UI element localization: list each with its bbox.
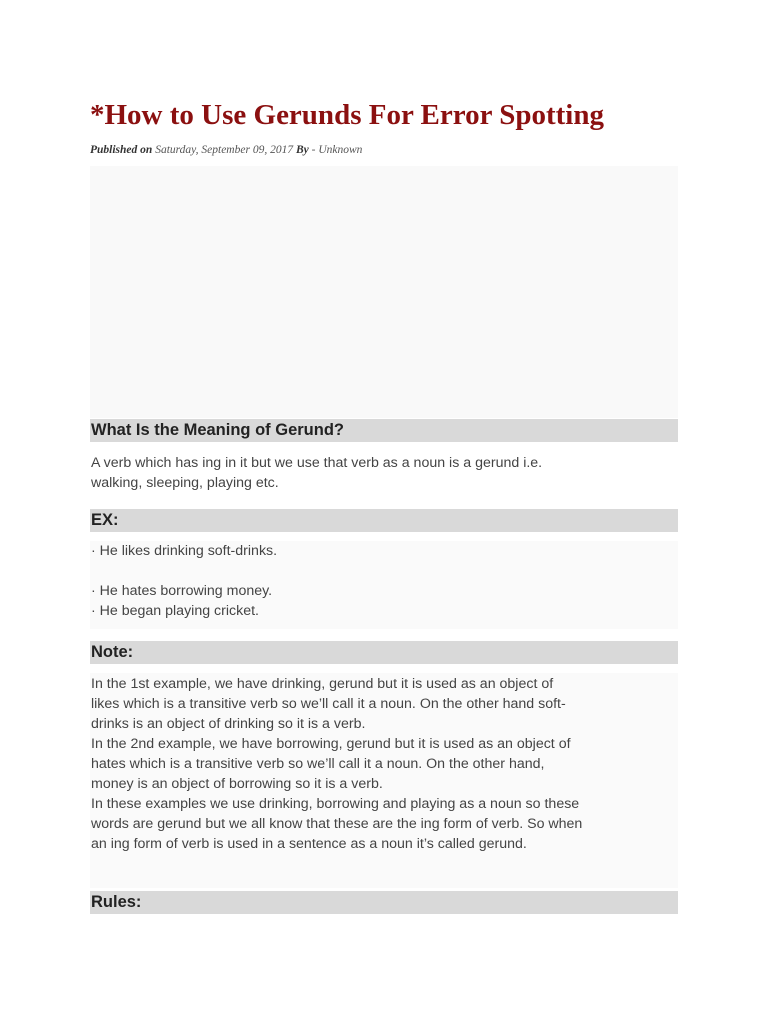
publish-date: Saturday, September 09, 2017	[155, 144, 294, 156]
example-item: · He likes drinking soft-drinks.	[91, 543, 278, 559]
page-title: *How to Use Gerunds For Error Spotting	[90, 99, 604, 131]
text-line: In these examples we use drinking, borrowing and playing as a noun so these	[91, 796, 580, 812]
section-heading-meaning: What Is the Meaning of Gerund?	[90, 419, 678, 442]
example-item: · He hates borrowing money.	[91, 583, 273, 599]
text-line: A verb which has ing in it but we use that verb as a noun is a gerund i.e.	[91, 455, 543, 471]
text-line: money is an object of borrowing so it is a verb.	[91, 776, 383, 792]
text-line: walking, sleeping, playing etc.	[91, 475, 279, 491]
text-line: hates which is a transitive verb so we’ll call it a noun. On the other hand,	[91, 756, 545, 772]
ad-placeholder	[90, 166, 678, 418]
published-label: Published on	[90, 144, 153, 156]
text-line: drinks is an object of drinking so it is a verb.	[91, 716, 366, 732]
text-line: words are gerund but we all know that these are the ing form of verb. So when	[91, 816, 583, 832]
author-name: - Unknown	[311, 144, 363, 156]
meaning-paragraph	[90, 453, 678, 493]
section-heading-rules: Rules:	[90, 891, 678, 914]
example-item: · He began playing cricket.	[91, 603, 259, 619]
text-line: likes which is a transitive verb so we’ll call it a noun. On the other hand soft-	[91, 696, 566, 712]
text-line: an ing form of verb is used in a sentence as a noun it’s called gerund.	[91, 836, 527, 852]
note-paragraph	[90, 673, 678, 888]
post-meta	[90, 142, 362, 158]
text-line: In the 1st example, we have drinking, gerund but it is used as an object of	[91, 676, 554, 692]
spacer	[91, 561, 678, 581]
text-line: In the 2nd example, we have borrowing, gerund but it is used as an object of	[91, 736, 571, 752]
examples-list	[90, 541, 678, 629]
by-label: By	[295, 144, 309, 156]
section-heading-ex: EX:	[90, 509, 678, 532]
section-heading-note: Note:	[90, 641, 678, 664]
